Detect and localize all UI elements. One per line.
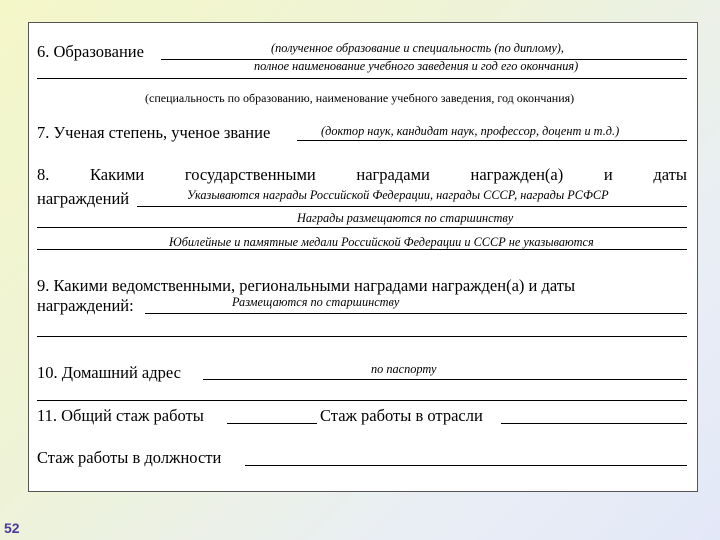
degree-input-line[interactable]	[297, 140, 687, 141]
state-awards-hint-1: Указываются награды Российской Федерации, награды СССР, награды РСФСР	[187, 188, 609, 202]
state-awards-word: государственными	[184, 165, 316, 184]
state-awards-word: награжден(а)	[470, 165, 564, 184]
experience-total-input-line[interactable]	[227, 423, 317, 424]
state-awards-input-line-2[interactable]	[37, 227, 687, 228]
state-awards-label-line2: награждений	[37, 189, 130, 208]
state-awards-label	[37, 167, 687, 184]
experience-position-label: Стаж работы в должности	[37, 448, 222, 467]
departmental-awards-input-line-1[interactable]	[145, 313, 687, 314]
experience-industry-label: Стаж работы в отрасли	[320, 406, 483, 425]
education-hint-received: (полученное образование и специальность (по диплому),	[271, 41, 564, 55]
state-awards-word: наградами	[356, 165, 430, 184]
degree-hint: (доктор наук, кандидат наук, профессор, доцент и т.д.)	[321, 124, 620, 138]
address-input-line[interactable]	[203, 379, 687, 380]
experience-position-input-line[interactable]	[245, 465, 687, 466]
departmental-awards-input-line-2[interactable]	[37, 336, 687, 337]
state-awards-word: и	[603, 165, 613, 184]
degree-label: 7. Ученая степень, ученое звание	[37, 123, 271, 142]
state-awards-hint-3: Юбилейные и памятные медали Российской Федерации и СССР не указываются	[169, 235, 594, 249]
departmental-awards-hint: Размещаются по старшинству	[232, 295, 400, 309]
address-hint: по паспорту	[371, 362, 437, 376]
education-caption: (специальность по образованию, наименование учебного заведения, год окончания)	[145, 91, 575, 105]
address-input-line-2[interactable]	[37, 400, 687, 401]
education-input-line-2[interactable]	[37, 78, 687, 79]
experience-industry-input-line[interactable]	[501, 423, 687, 424]
education-label: 6. Образование	[37, 42, 144, 61]
state-awards-word: Какими	[90, 165, 145, 184]
page-number: 52	[4, 520, 20, 536]
form-sheet	[28, 22, 698, 492]
state-awards-hint-2: Награды размещаются по старшинству	[297, 211, 514, 225]
state-awards-word: даты	[653, 165, 687, 184]
experience-total-label: 11. Общий стаж работы	[37, 406, 204, 425]
departmental-awards-label-line2: награждений:	[37, 296, 134, 315]
departmental-awards-label: 9. Какими ведомственными, региональными наградами награжден(а) и даты	[37, 276, 576, 295]
address-label: 10. Домашний адрес	[37, 363, 181, 382]
state-awards-input-line-1[interactable]	[137, 206, 687, 207]
state-awards-word: 8.	[37, 165, 50, 184]
state-awards-input-line-3[interactable]	[37, 249, 687, 250]
education-hint-institution: полное наименование учебного заведения и год его окончания)	[254, 59, 579, 73]
